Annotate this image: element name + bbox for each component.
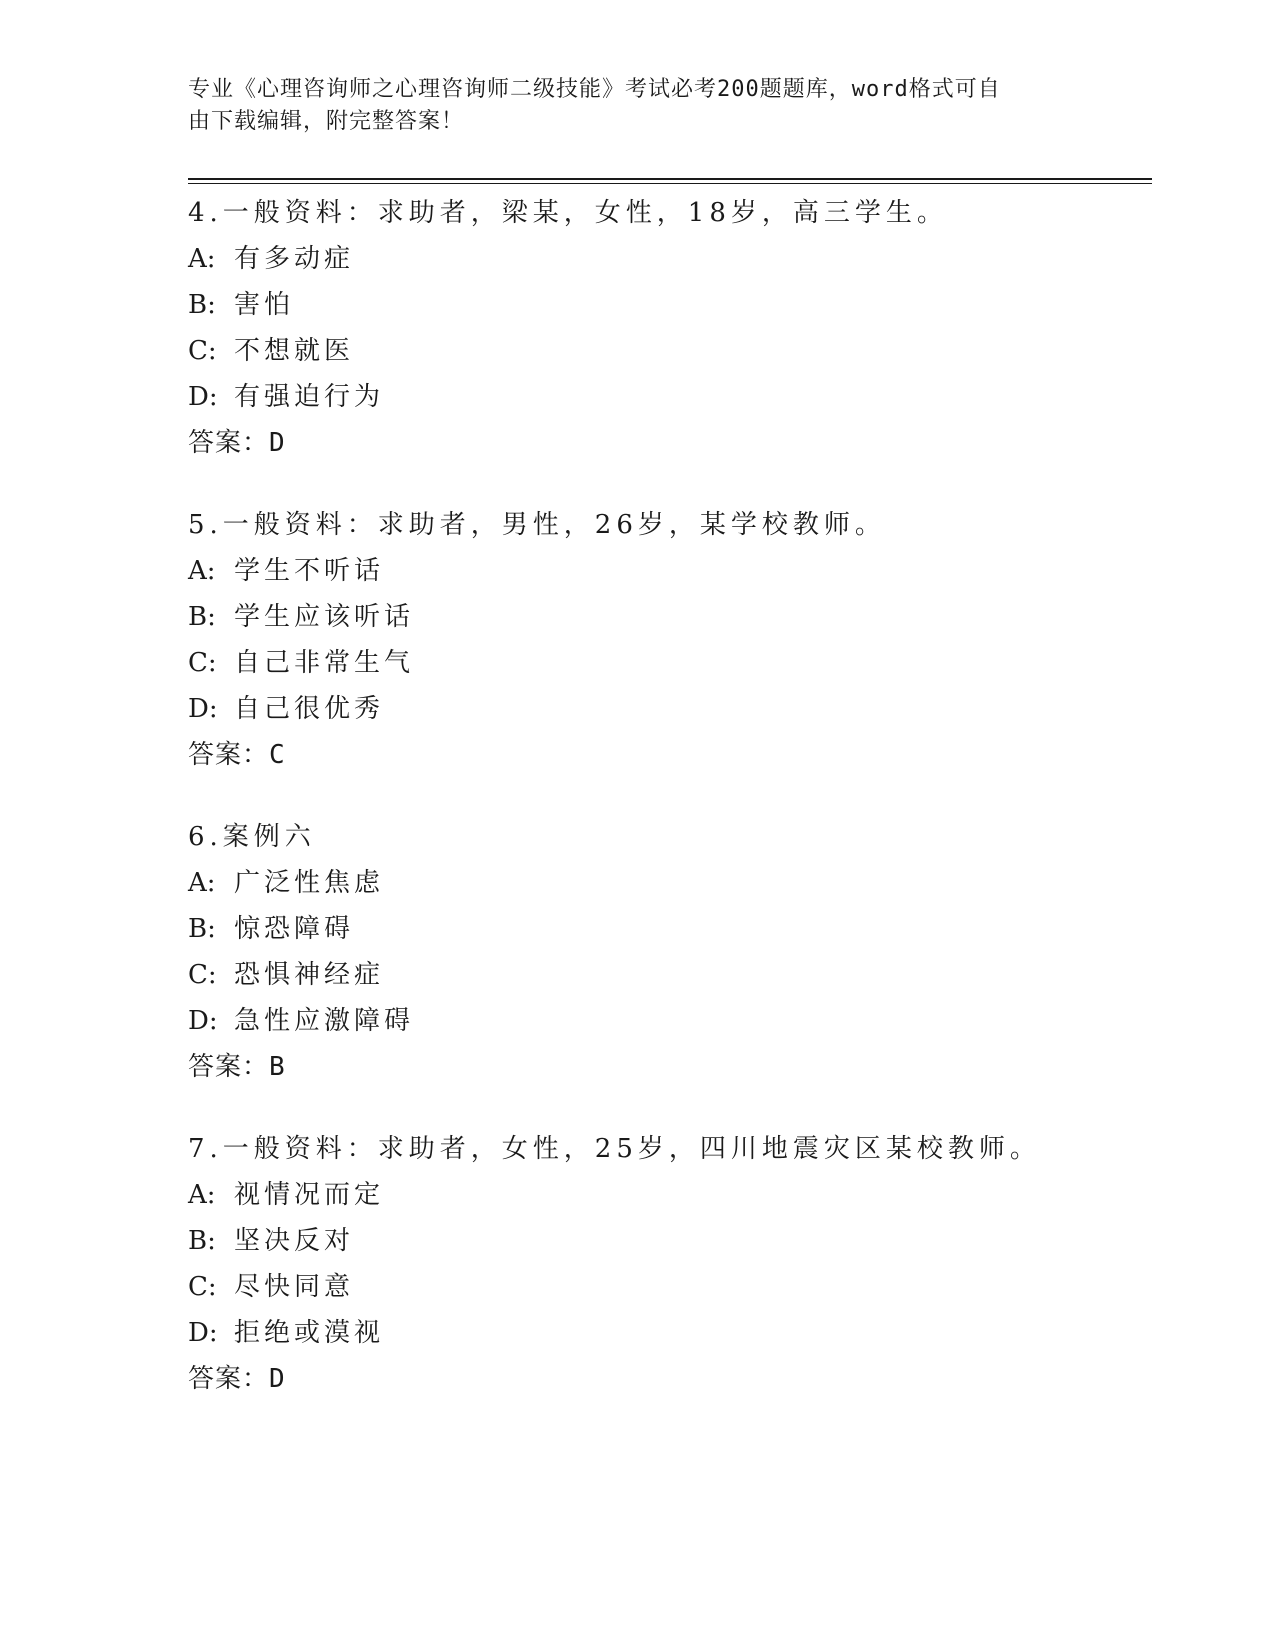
option-d [188, 998, 1148, 1044]
header-line-1: 专业《心理咨询师之心理咨询师二级技能》考试必考200题题库，word格式可自 [188, 77, 1001, 102]
option-letter: C: [188, 1272, 217, 1302]
option-d [188, 686, 1148, 732]
option-c [188, 1264, 1148, 1310]
document-header [188, 74, 1068, 138]
option-text: 有强迫行为 [234, 382, 385, 412]
option-letter: A: [188, 1180, 216, 1210]
option-letter: A: [188, 556, 216, 586]
option-text: 不想就医 [234, 336, 355, 366]
option-letter: B: [188, 290, 216, 320]
header-divider-thin [188, 183, 1152, 184]
option-b [188, 906, 1148, 952]
option-letter: A: [188, 868, 216, 898]
question-item [188, 814, 1148, 1090]
header-divider-thick [188, 178, 1152, 180]
answer-line [188, 1044, 1148, 1090]
answer-value: D [269, 428, 286, 458]
option-b [188, 282, 1148, 328]
option-text: 坚决反对 [234, 1226, 355, 1256]
option-letter: C: [188, 960, 217, 990]
question-item [188, 502, 1148, 778]
option-b [188, 594, 1148, 640]
answer-label: 答案： [188, 740, 270, 770]
answer-line [188, 732, 1148, 778]
option-d [188, 374, 1148, 420]
question-stem: 7.一般资料：求助者，女性，25岁，四川地震灾区某校教师。 [188, 1134, 1041, 1164]
answer-label: 答案： [188, 1364, 270, 1394]
option-text: 有多动症 [234, 244, 355, 274]
option-letter: B: [188, 914, 216, 944]
option-a [188, 236, 1148, 282]
option-a [188, 860, 1148, 906]
answer-value: C [269, 740, 286, 770]
option-c [188, 952, 1148, 998]
option-text: 急性应激障碍 [234, 1006, 415, 1036]
option-text: 学生应该听话 [234, 602, 415, 632]
option-text: 害怕 [234, 290, 295, 320]
header-line-2: 由下载编辑，附完整答案！ [188, 109, 465, 134]
option-d [188, 1310, 1148, 1356]
option-letter: D: [188, 1006, 218, 1036]
option-letter: D: [188, 1318, 218, 1348]
option-text: 拒绝或漠视 [234, 1318, 385, 1348]
option-text: 惊恐障碍 [234, 914, 355, 944]
option-a [188, 548, 1148, 594]
option-letter: C: [188, 648, 217, 678]
option-letter: D: [188, 694, 218, 724]
option-b [188, 1218, 1148, 1264]
question-stem: 4.一般资料：求助者，梁某，女性，18岁，高三学生。 [188, 198, 948, 228]
answer-line [188, 1356, 1148, 1402]
answer-line [188, 420, 1148, 466]
option-letter: B: [188, 602, 216, 632]
answer-value: B [269, 1052, 286, 1082]
option-c [188, 328, 1148, 374]
answer-value: D [269, 1364, 286, 1394]
question-list [188, 190, 1148, 1438]
option-text: 恐惧神经症 [234, 960, 385, 990]
option-text: 视情况而定 [234, 1180, 385, 1210]
question-stem: 6.案例六 [188, 822, 316, 852]
question-stem: 5.一般资料：求助者，男性，26岁，某学校教师。 [188, 510, 886, 540]
option-letter: B: [188, 1226, 216, 1256]
option-letter: D: [188, 382, 218, 412]
option-letter: C: [188, 336, 217, 366]
option-c [188, 640, 1148, 686]
option-text: 学生不听话 [234, 556, 385, 586]
option-text: 尽快同意 [234, 1272, 355, 1302]
option-text: 自己非常生气 [234, 648, 415, 678]
answer-label: 答案： [188, 428, 270, 458]
option-text: 自己很优秀 [234, 694, 385, 724]
option-letter: A: [188, 244, 216, 274]
question-item [188, 1126, 1148, 1402]
option-a [188, 1172, 1148, 1218]
answer-label: 答案： [188, 1052, 270, 1082]
question-item [188, 190, 1148, 466]
option-text: 广泛性焦虑 [234, 868, 385, 898]
